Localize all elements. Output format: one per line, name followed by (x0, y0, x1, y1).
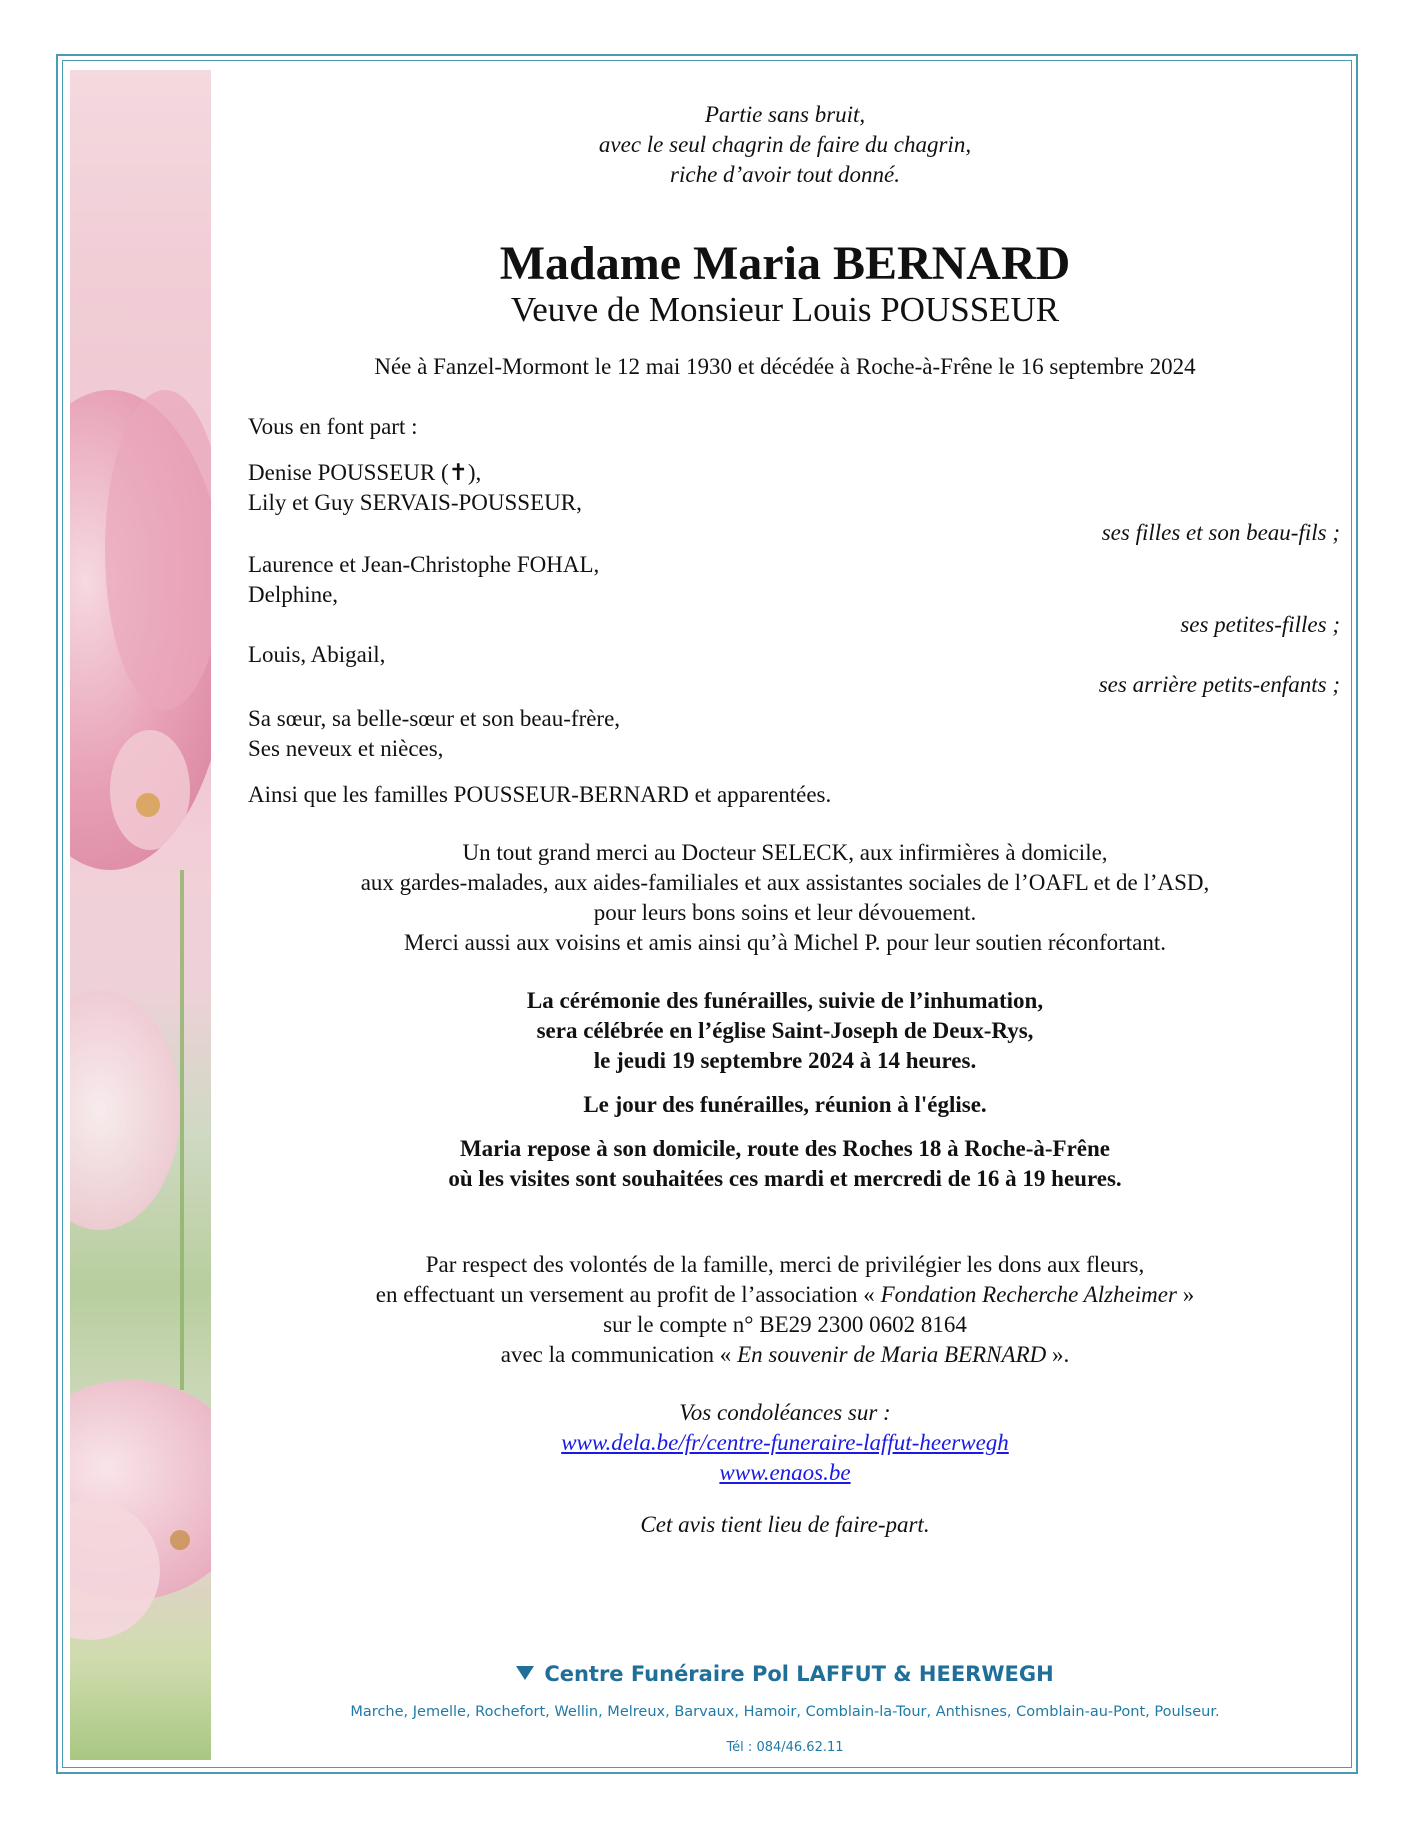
deceased-name: Madame Maria BERNARD (499, 237, 1071, 290)
visit-line-2: où les visites sont souhaitées ces mardi et mercredi de 16 à 19 heures. (448, 1166, 1122, 1191)
donation-communication: En souvenir de Maria BERNARD (737, 1342, 1047, 1367)
thanks-line-3: pour leurs bons soins et leur dévouement. (593, 900, 977, 925)
flower-petals-illustration (70, 70, 211, 1760)
granddaughter-line-2: Delphine, (248, 582, 339, 607)
greatgrandchildren-relation: ses arrière petits-enfants ; (1098, 672, 1340, 697)
poem-line-2: avec le seul chagrin de faire du chagrin, (598, 132, 972, 157)
funeral-home-towns: Marche, Jemelle, Rochefort, Wellin, Melreux, Barvaux, Hamoir, Comblain-la-Tour, Anthisnes, Comblain-au-Pont, Poulseur. (350, 1704, 1220, 1720)
family-intro: Vous en font part : (248, 414, 418, 439)
funeral-home-phone: Tél : 084/46.62.11 (726, 1740, 844, 1755)
ceremony-line-2: sera célébrée en l’église Saint-Joseph de Deux-Rys, (536, 1018, 1034, 1043)
spouse-line: Veuve de Monsieur Louis POUSSEUR (510, 290, 1060, 329)
poem-line-1: Partie sans bruit, (704, 102, 866, 127)
thanks-line-1: Un tout grand merci au Docteur SELECK, aux infirmières à domicile, (462, 840, 1108, 865)
triangle-down-icon (516, 1666, 534, 1680)
granddaughters-relation: ses petites-filles ; (1180, 612, 1340, 637)
daughter-line-1: Denise POUSSEUR (✝), (248, 460, 482, 485)
granddaughter-line-1: Laurence et Jean-Christophe FOHAL, (248, 552, 600, 577)
ceremony-line-1: La cérémonie des funérailles, suivie de l’inhumation, (526, 988, 1044, 1013)
condolence-link-2-row (230, 1458, 1340, 1488)
funeral-home-name (230, 1662, 1340, 1686)
flower-decoration-image (70, 70, 211, 1760)
siblings-line-1: Sa sœur, sa belle-sœur et son beau-frère, (248, 706, 621, 731)
thanks-line-2: aux gardes-malades, aux aides-familiales et aux assistantes sociales de l’OAFL et de l’ASD, (360, 870, 1210, 895)
daughters-relation: ses filles et son beau-fils ; (1101, 520, 1340, 545)
siblings-line-2: Ses neveux et nièces, (248, 736, 444, 761)
funeral-home-name-text: Centre Funéraire Pol LAFFUT & HEERWEGH (544, 1662, 1054, 1686)
meeting-line: Le jour des funérailles, réunion à l'église. (583, 1092, 987, 1117)
donation-line-2-pre: en effectuant un versement au profit de l’association « (375, 1282, 881, 1307)
donation-organization: Fondation Recherche Alzheimer (880, 1282, 1177, 1307)
condolence-link-dela[interactable]: www.dela.be/fr/centre-funeraire-laffut-heerwegh (561, 1430, 1009, 1455)
greatgrandchildren-line: Louis, Abigail, (248, 642, 386, 667)
poem-line-3: riche d’avoir tout donné. (670, 162, 900, 187)
birth-death-line: Née à Fanzel-Mormont le 12 mai 1930 et décédée à Roche-à-Frêne le 16 septembre 2024 (374, 354, 1196, 379)
donation-line-2 (230, 1280, 1340, 1310)
donation-line-4-pre: avec la communication « (500, 1342, 738, 1367)
donation-line-4-post: ». (1046, 1342, 1070, 1367)
donation-line-2-post: » (1176, 1282, 1195, 1307)
bank-account-line: sur le compte n° BE29 2300 0602 8164 (603, 1312, 967, 1337)
condolence-link-enaos[interactable]: www.enaos.be (719, 1460, 851, 1485)
visit-line-1: Maria repose à son domicile, route des Roches 18 à Roche-à-Frêne (459, 1136, 1111, 1161)
condolence-link-1-row (230, 1428, 1340, 1458)
ceremony-line-3: le jeudi 19 septembre 2024 à 14 heures. (593, 1048, 977, 1073)
donation-line-1: Par respect des volontés de la famille, merci de privilégier les dons aux fleurs, (425, 1252, 1145, 1277)
families-line: Ainsi que les familles POUSSEUR-BERNARD et apparentées. (248, 782, 832, 807)
donation-line-4 (230, 1340, 1340, 1370)
thanks-line-4: Merci aussi aux voisins et amis ainsi qu’à Michel P. pour leur soutien réconfortant. (403, 930, 1167, 955)
condolences-label: Vos condoléances sur : (679, 1400, 891, 1425)
faire-part-notice: Cet avis tient lieu de faire-part. (640, 1512, 930, 1537)
daughter-line-2: Lily et Guy SERVAIS-POUSSEUR, (248, 490, 582, 515)
